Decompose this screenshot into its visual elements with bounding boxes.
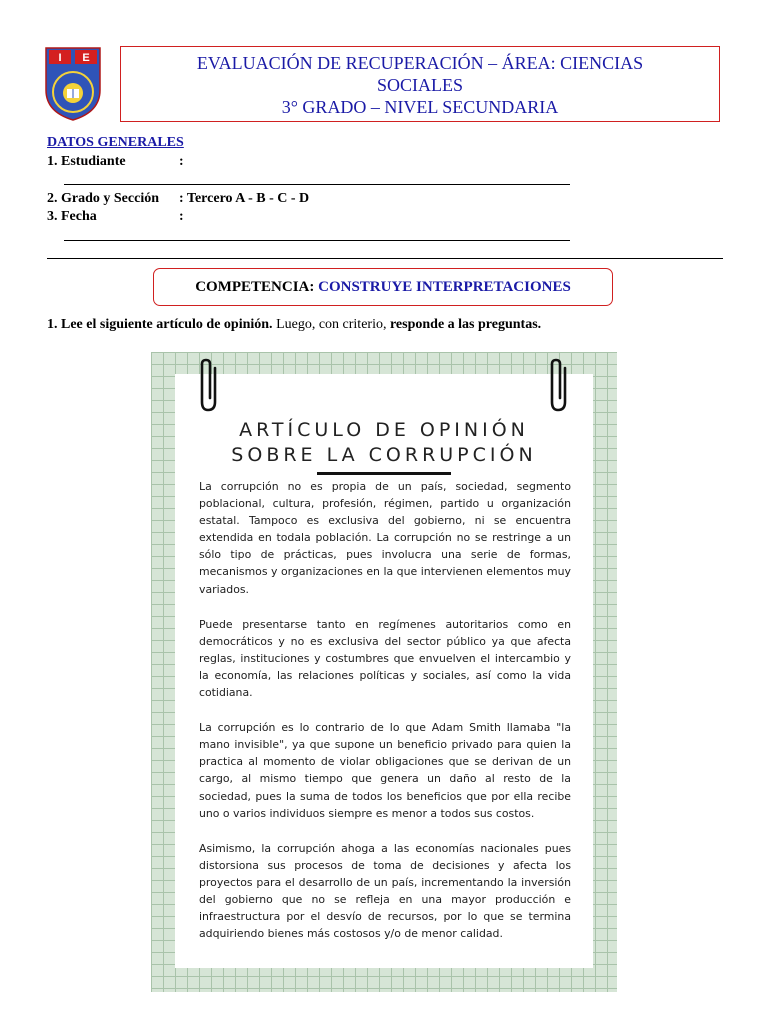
estudiante-blank-line[interactable] [64,184,570,185]
exam-title-line3: 3° GRADO – NIVEL SECUNDARIA [281,97,559,117]
paperclip-icon [199,358,221,414]
logo-letter-i: I [58,52,62,64]
instruction-1 [47,317,541,333]
article-body [199,478,571,960]
fecha-colon: : [179,209,184,224]
instruction-part2: Luego, con criterio, [272,317,390,332]
article-title [175,418,593,468]
competencia-value: CONSTRUYE INTERPRETACIONES [318,279,571,295]
article-paragraph: La corrupción no es propia de un país, sociedad, segmento poblacional, cultura, profesión, régimen, partido u organización estatal. Tampoco es exclusiva del gobierno, ni se encuentra extendida en todala población. La corrupción no se restringe a un sólo tipo de prácticas, pues involucra una serie de formas, mecanismos y organizaciones en la que intervienen elementos muy variados. [199,480,571,596]
instruction-part1: 1. Lee el siguiente artículo de opinión. [47,317,273,332]
article-paragraph: Asimismo, la corrupción ahoga a las economías nacionales pues distorsiona sus procesos de toma de decisiones y afecta los proyectos para el desarrollo de un país, incrementando la inversión del gobierno que no se refleja en una mayor producción e infraestructura por el desvío de recursos, por lo que se termina adquiriendo bienes más costosos y/o de menor calidad. [199,841,571,941]
competencia-label: COMPETENCIA: [195,279,319,295]
logo-letter-e: E [82,52,90,64]
article-title-underline [317,472,451,475]
fecha-row [47,209,184,225]
datos-generales-title: DATOS GENERALES [47,135,184,150]
school-logo-icon [44,46,102,122]
section-divider [47,258,723,259]
article-title-line2: SOBRE LA CORRUPCIÓN [231,444,537,466]
grado-value: : Tercero A - B - C - D [179,191,310,206]
fecha-blank-line[interactable] [64,240,570,241]
estudiante-label: 1. Estudiante [47,154,126,169]
article-title-line1: ARTÍCULO DE OPINIÓN [239,419,529,441]
article-paragraph: La corrupción es lo contrario de lo que Adam Smith llamaba "la mano invisible", ya que supone un beneficio privado para quien la practica al momento de violar obligaciones que se derivan de un cargo, al mismo tiempo que genera un daño al resto de la sociedad, pues la suma de todos los beneficios que por ella recibe uno o varios individuos siempre es menor a todos sus costos. [199,721,571,820]
article-image [151,352,617,992]
estudiante-colon: : [179,154,184,169]
grado-row [47,191,309,207]
estudiante-row [47,154,184,170]
exam-title-line2: SOCIALES [376,75,463,95]
fecha-label: 3. Fecha [47,209,97,224]
article-paper [175,374,593,968]
instruction-part3: responde a las preguntas. [389,317,542,332]
grado-label: 2. Grado y Sección [47,191,159,206]
article-paragraph: Puede presentarse tanto en regímenes autoritarios como en democráticos y no es exclusiva del sector público ya que afecta reglas, instituciones y costumbres que envuelven el intercambio y la economía, las relaciones políticas y sociales, así como la vida cotidiana. [199,617,571,700]
exam-title-line1: EVALUACIÓN DE RECUPERACIÓN – ÁREA: CIENCIAS [196,53,644,73]
paperclip-icon [549,358,571,414]
exam-title-box [120,46,720,122]
competencia-box [153,268,613,306]
